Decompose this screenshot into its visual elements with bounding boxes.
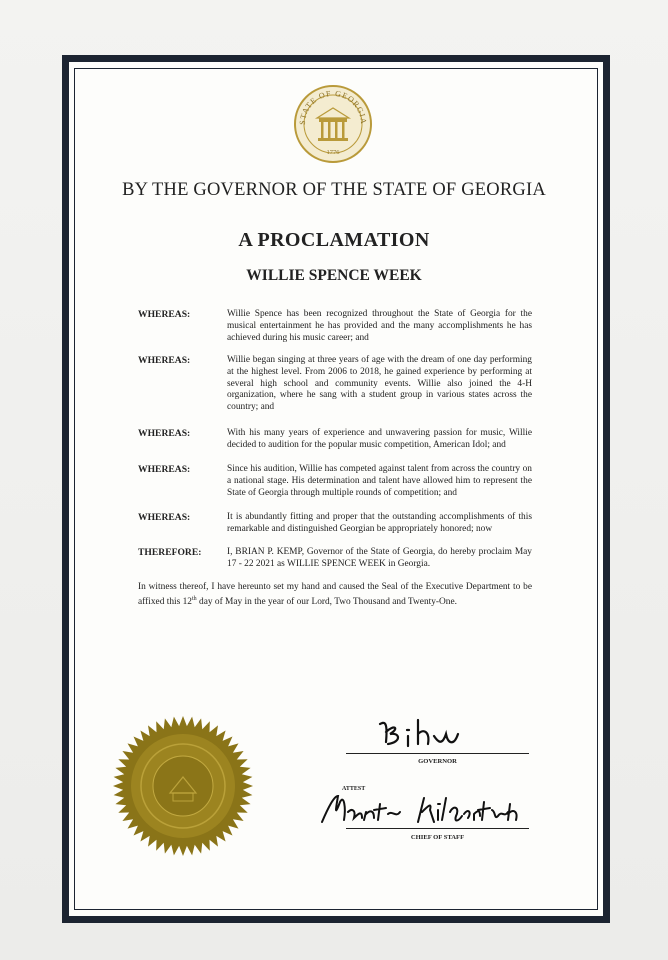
gold-foil-seal xyxy=(112,715,254,857)
governor-signature xyxy=(374,712,464,752)
clause-text: Since his audition, Willie has competed against talent from across the country on a national stage. His determination and talent have allowed him to represent the State of Georgia through multiple rounds of competition; and xyxy=(227,464,532,498)
clause-label: WHEREAS: xyxy=(138,355,191,366)
clause-6 xyxy=(138,547,532,571)
clause-text: It is abundantly fitting and proper that the outstanding accomplishments of this remarkable and distinguished Georgian be appropriately honored; now xyxy=(227,512,532,534)
clause-label: WHEREAS: xyxy=(138,309,191,320)
clause-2 xyxy=(138,355,532,414)
clause-1 xyxy=(138,309,532,344)
seal-year: 1776 xyxy=(326,149,340,156)
clause-5 xyxy=(138,512,532,536)
witness-sup: th xyxy=(191,595,197,602)
proclamation-title: A PROCLAMATION xyxy=(238,229,430,251)
chief-of-staff-signature-line xyxy=(346,828,529,829)
clause-3 xyxy=(138,428,532,452)
authority-line: BY THE GOVERNOR OF THE STATE OF GEORGIA xyxy=(122,180,546,200)
witness-paragraph xyxy=(138,582,532,609)
governor-label: GOVERNOR xyxy=(418,758,457,765)
clause-label: WHEREAS: xyxy=(138,464,191,475)
clause-text: I, BRIAN P. KEMP, Governor of the State of Georgia, do hereby proclaim May 17 - 22 2021 as WILLIE SPENCE WEEK in Georgia. xyxy=(227,547,532,569)
clause-text: With his many years of experience and unwavering passion for music, Willie decided to audition for the popular music competition, American Idol; and xyxy=(227,428,532,450)
clause-text: Willie began singing at three years of age with the dream of one day performing at the highest level. From 2006 to 2018, he gained experience by performing at several high school and community events. Willie also joined the 4-H organization, where he sang with a student group in various states across the country; and xyxy=(227,355,532,413)
attest-label: ATTEST xyxy=(342,786,366,792)
governor-signature-line xyxy=(346,753,529,754)
georgia-state-seal xyxy=(293,84,373,164)
proclamation-subject: WILLIE SPENCE WEEK xyxy=(246,267,422,284)
seal-ring-text: STATE OF GEORGIA xyxy=(297,88,369,126)
chief-of-staff-label: CHIEF OF STAFF xyxy=(410,834,465,841)
clause-text: Willie Spence has been recognized throughout the State of Georgia for the musical entertainment he has provided and the many accomplishments he has achieved during his music career; and xyxy=(227,309,532,343)
clause-label: THEREFORE: xyxy=(138,547,202,558)
clause-4 xyxy=(138,464,532,499)
clause-label: WHEREAS: xyxy=(138,428,191,439)
chief-of-staff-signature xyxy=(318,788,548,830)
witness-before: In witness thereof, I have hereunto set my hand and caused the Seal of the Executive Department to be affixed this 12 xyxy=(138,582,532,607)
clause-label: WHEREAS: xyxy=(138,512,191,523)
witness-after: day of May in the year of our Lord, Two Thousand and Twenty-One. xyxy=(196,596,458,607)
